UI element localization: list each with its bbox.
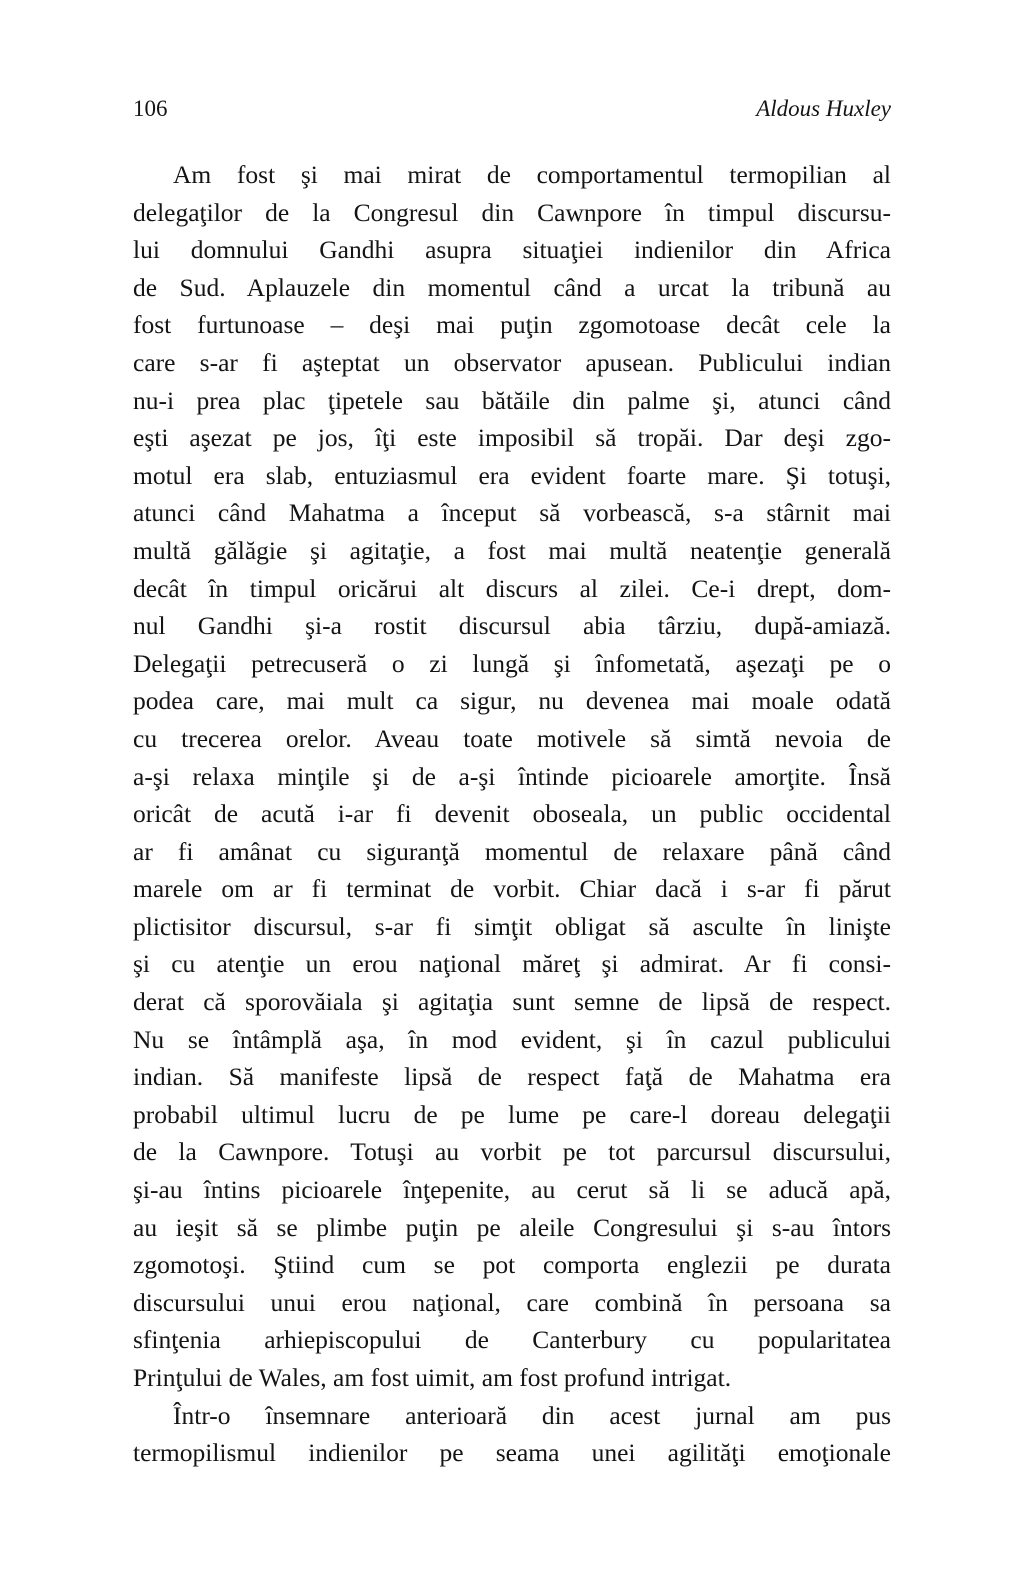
page-text [133,156,891,1472]
page-number: 106 [133,96,168,121]
text-line: podea care, mai mult ca sigur, nu devenea mai moale odată [133,686,891,716]
text-line: Nu se întâmplă aşa, în mod evident, şi în cazul publicului [133,1024,891,1054]
text-line: care s-ar fi aşteptat un observator apusean. Publicului indian [133,347,891,377]
text-line: de la Cawnpore. Totuşi au vorbit pe tot parcursul discursului, [133,1137,891,1167]
text-line: discursului unui erou naţional, care combină în persoana sa [133,1287,891,1317]
text-line: şi cu atenţie un erou naţional măreţ şi admirat. Ar fi consi- [133,949,891,979]
text-line: a-şi relaxa minţile şi de a-şi întinde picioarele amorţite. Însă [133,761,891,791]
text-line: oricât de acută i-ar fi devenit oboseala, un public occidental [133,799,891,829]
text-line: ar fi amânat cu siguranţă momentul de relaxare până când [133,836,891,866]
text-line: derat că sporovăiala şi agitaţia sunt semne de lipsă de respect. [133,987,891,1017]
text-line: Delegaţii petrecuseră o zi lungă şi înfometată, aşezaţi pe o [133,648,891,678]
text-line: marele om ar fi terminat de vorbit. Chiar dacă i s-ar fi părut [133,874,891,904]
text-line: motul era slab, entuziasmul era evident foarte mare. Şi totuşi, [133,460,891,490]
running-header [133,97,891,121]
text-line: multă gălăgie şi agitaţie, a fost mai multă neatenţie generală [133,535,891,565]
text-line: nul Gandhi şi-a rostit discursul abia târziu, după-amiază. [133,611,891,641]
text-line: atunci când Mahatma a început să vorbească, s-a stârnit mai [133,498,891,528]
text-line: decât în timpul oricărui alt discurs al zilei. Ce-i drept, dom- [133,573,891,603]
text-line: zgomotoşi. Ştiind cum se pot comporta englezii pe durata [133,1250,891,1280]
text-line: nu-i prea plac ţipetele sau bătăile din palme şi, atunci când [133,385,891,415]
text-line: Am fost şi mai mirat de comportamentul termopilian al [173,160,891,189]
text-line: au ieşit să se plimbe puţin pe aleile Congresului şi s-au întors [133,1212,891,1242]
text-line: de Sud. Aplauzele din momentul când a urcat la tribună au [133,272,891,302]
text-line: delegaţilor de la Congresul din Cawnpore în timpul discursu- [133,197,891,227]
running-head-author: Aldous Huxley [756,96,891,121]
text-line: Prinţului de Wales, am fost uimit, am fost profund intrigat. [133,1363,732,1392]
text-line: termopilismul indienilor pe seama unei agilităţi emoţionale [133,1438,891,1468]
text-line: Într-o însemnare anterioară din acest jurnal am pus [173,1400,891,1430]
text-line: fost furtunoase – deşi mai puţin zgomotoase decât cele la [133,310,891,340]
text-line: plictisitor discursul, s-ar fi simţit obligat să asculte în linişte [133,911,891,941]
text-line: cu trecerea orelor. Aveau toate motivele să simtă nevoia de [133,723,891,753]
text-line: şi-au întins picioarele înţepenite, au cerut să li se aducă apă, [133,1175,891,1205]
text-line: eşti aşezat pe jos, îţi este imposibil să tropăi. Dar deşi zgo- [133,423,891,453]
text-line: sfinţenia arhiepiscopului de Canterbury cu popularitatea [133,1325,891,1355]
text-line: probabil ultimul lucru de pe lume pe care-l doreau delegaţii [133,1099,891,1129]
text-line: indian. Să manifeste lipsă de respect faţă de Mahatma era [133,1062,891,1092]
text-line: lui domnului Gandhi asupra situaţiei indienilor din Africa [133,235,891,265]
